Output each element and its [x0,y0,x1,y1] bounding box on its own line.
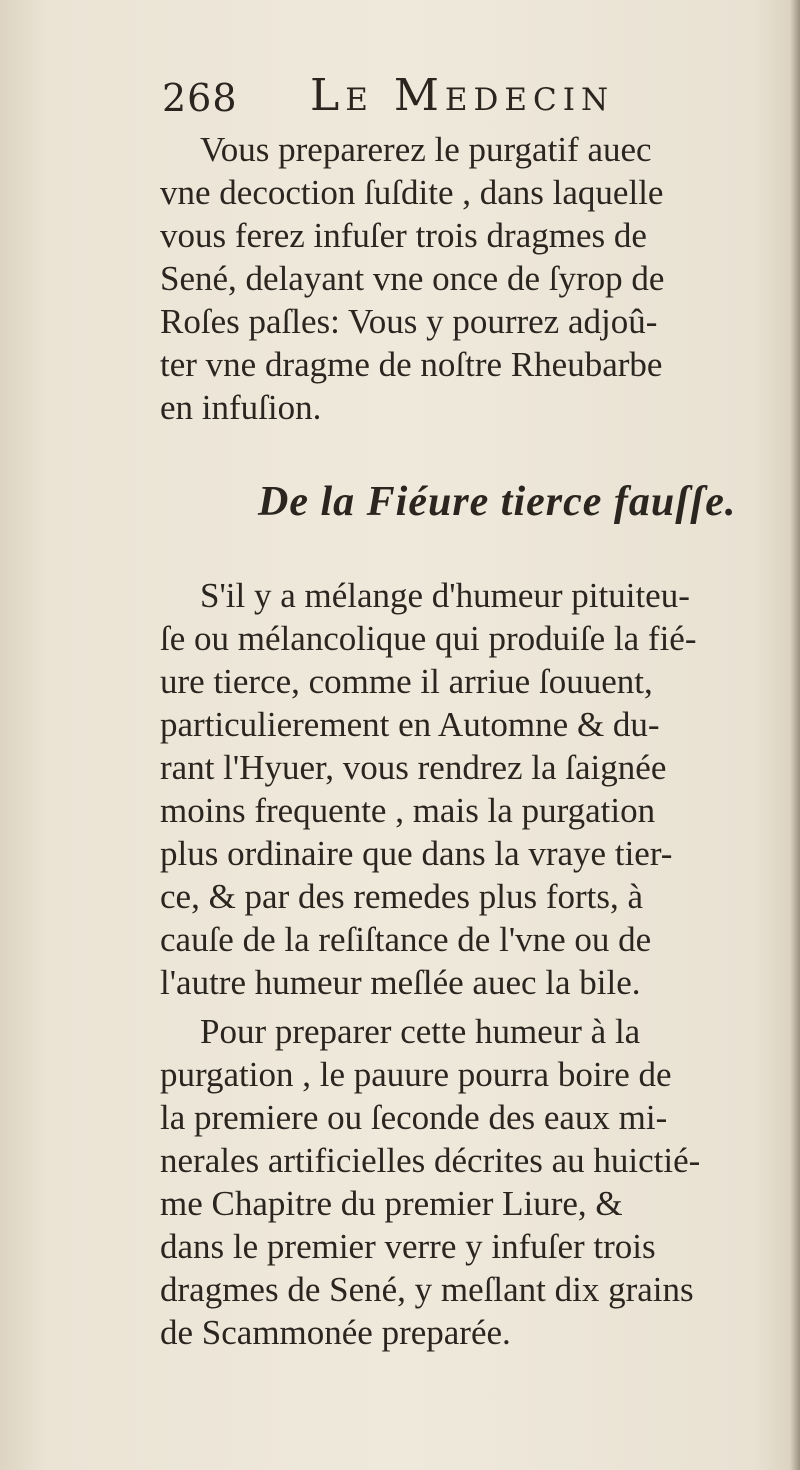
page-edge-shadow [790,0,800,1470]
section-title: De la Fiéure tierce fauſſe. [258,479,737,525]
page-number: 268 [162,76,238,120]
page-header [162,66,762,126]
text-line: dans le premier verre y infuſer trois [160,1227,656,1266]
text-line: ure tierce, comme il arriue ſouuent, [160,662,653,701]
text-line: Vous preparerez le purgatif auec [200,130,652,169]
paragraph-purgatif [160,128,788,429]
text-line: Roſes paſles: Vous y pourrez adjoû- [160,302,658,341]
text-line: l'autre humeur meſlée auec la bile. [160,963,641,1002]
text-line: la premiere ou ſeconde des eaux mi- [160,1098,668,1137]
text-line: en infuſion. [160,388,322,427]
paragraph-melange [160,574,788,1004]
text-line: S'il y a mélange d'humeur pituiteu- [200,576,690,615]
running-title: Le Medecin [310,70,615,121]
text-line: purgation , le pauure pourra boire de [160,1055,672,1094]
text-line: ſe ou mélancolique qui produiſe la fié- [160,619,697,658]
text-line: de Scammonée preparée. [160,1313,511,1352]
text-line: ce, & par des remedes plus forts, à [160,877,644,916]
text-line: dragmes de Sené, y meſlant dix grains [160,1270,694,1309]
text-line: nerales artificielles décrites au huictié- [160,1141,701,1180]
text-line: plus ordinaire que dans la vraye tier- [160,834,673,873]
text-line: cauſe de la reſiſtance de l'vne ou de [160,920,652,959]
text-line: particulierement en Automne & du- [160,705,660,744]
text-line: Sené, delayant vne once de ſyrop de [160,259,665,298]
text-line: vne decoction ſuſdite , dans laquelle [160,173,664,212]
text-line: Pour preparer cette humeur à la [200,1012,641,1051]
text-line: moins frequente , mais la purgation [160,791,656,830]
paragraph-preparer [160,1010,788,1354]
text-line: me Chapitre du premier Liure, & [160,1184,623,1223]
text-line: vous ferez infuſer trois dragmes de [160,216,647,255]
text-line: ter vne dragme de noſtre Rheubarbe [160,345,663,384]
text-line: rant l'Hyuer, vous rendrez la ſaignée [160,748,667,787]
